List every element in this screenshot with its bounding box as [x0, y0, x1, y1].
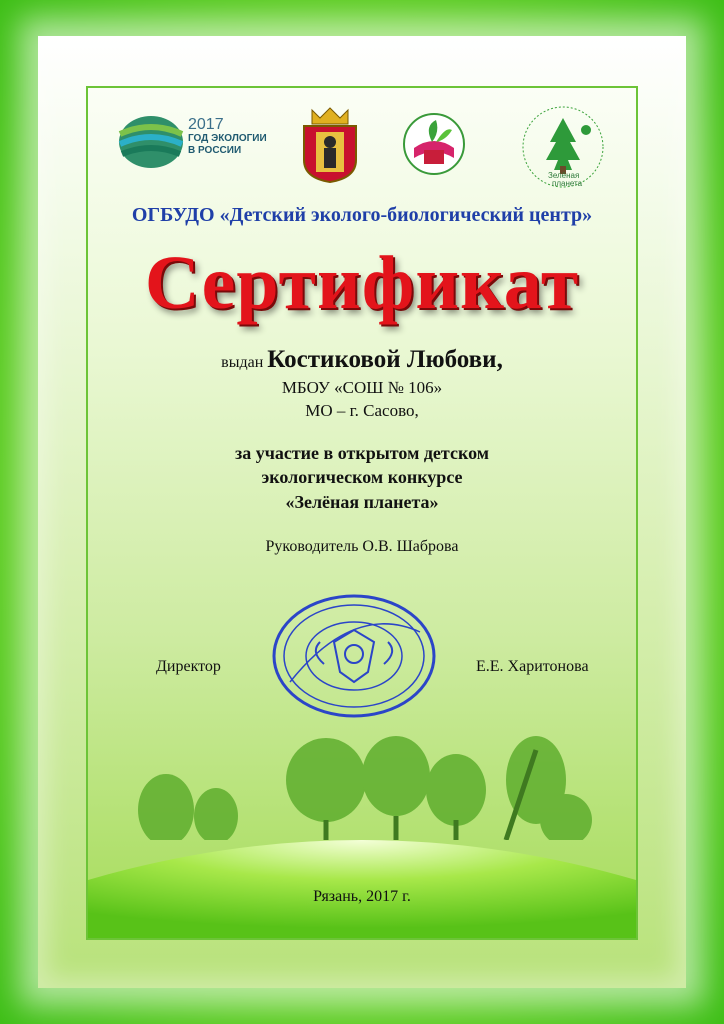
contest-name: «Зелёная планета» — [285, 492, 439, 512]
recipient-name: Костиковой Любови, — [267, 346, 503, 373]
official-stamp-icon — [270, 592, 438, 720]
certificate-title: Сертификат — [144, 241, 580, 325]
svg-text:планета: планета — [552, 179, 583, 188]
ecology-year-text — [188, 117, 288, 157]
ecology-year-line2: В РОССИИ — [188, 145, 242, 156]
ecology-year-logo-icon — [116, 112, 186, 172]
issued-prefix: выдан — [221, 354, 264, 371]
municipality: МО – г. Сасово, — [305, 401, 419, 420]
green-planet-caption: Зелёная — [548, 171, 580, 180]
organization-name: ОГБУДО «Детский эколого-биологический центр» — [131, 204, 593, 226]
green-hill-icon — [88, 810, 636, 938]
city-year: Рязань, 2017 г. — [313, 888, 411, 905]
eco-center-emblem-icon — [402, 112, 466, 176]
ecology-year: 2017 — [188, 116, 224, 133]
reason-line2: экологическом конкурсе — [261, 467, 463, 487]
reason-line1: за участие в открытом детском — [234, 443, 490, 463]
ryazan-coat-of-arms-icon — [298, 104, 362, 184]
director-name: Е.Е. Харитонова — [476, 658, 589, 675]
school-name: МБОУ «СОШ № 106» — [281, 378, 443, 397]
supervisor-line: Руководитель О.В. Шаброва — [265, 538, 459, 555]
ecology-year-line1: ГОД ЭКОЛОГИИ — [188, 133, 267, 144]
recipient-line — [0, 346, 724, 374]
green-planet-logo-icon — [520, 104, 606, 190]
director-label: Директор — [156, 658, 221, 675]
